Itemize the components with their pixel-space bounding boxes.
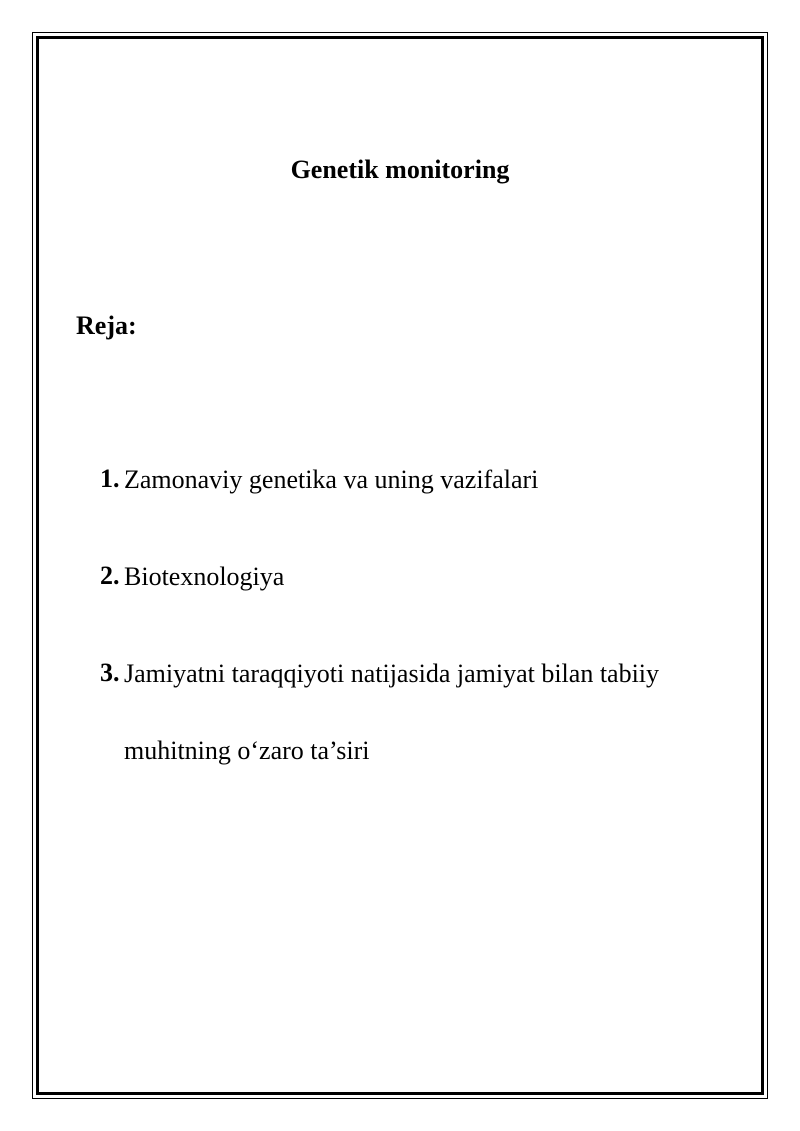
plan-item-3 [100,654,740,789]
plan-list [100,460,740,828]
plan-heading: Reja: [76,311,137,340]
plan-item-1 [100,460,740,518]
plan-item-2 [100,557,740,615]
plan-item-text: Biotexnologiya [124,562,285,591]
plan-item-number: 2. [100,561,120,590]
plan-item-number: 3. [100,658,120,687]
plan-item-number: 1. [100,464,120,493]
document-title: Genetik monitoring [290,155,510,184]
plan-item-text: Jamiyatni taraqqiyoti natijasida jamiyat bilan tabiiy muhitning o‘zaro ta’siri [124,659,660,765]
plan-item-text: Zamonaviy genetika va uning vazifalari [124,465,539,494]
